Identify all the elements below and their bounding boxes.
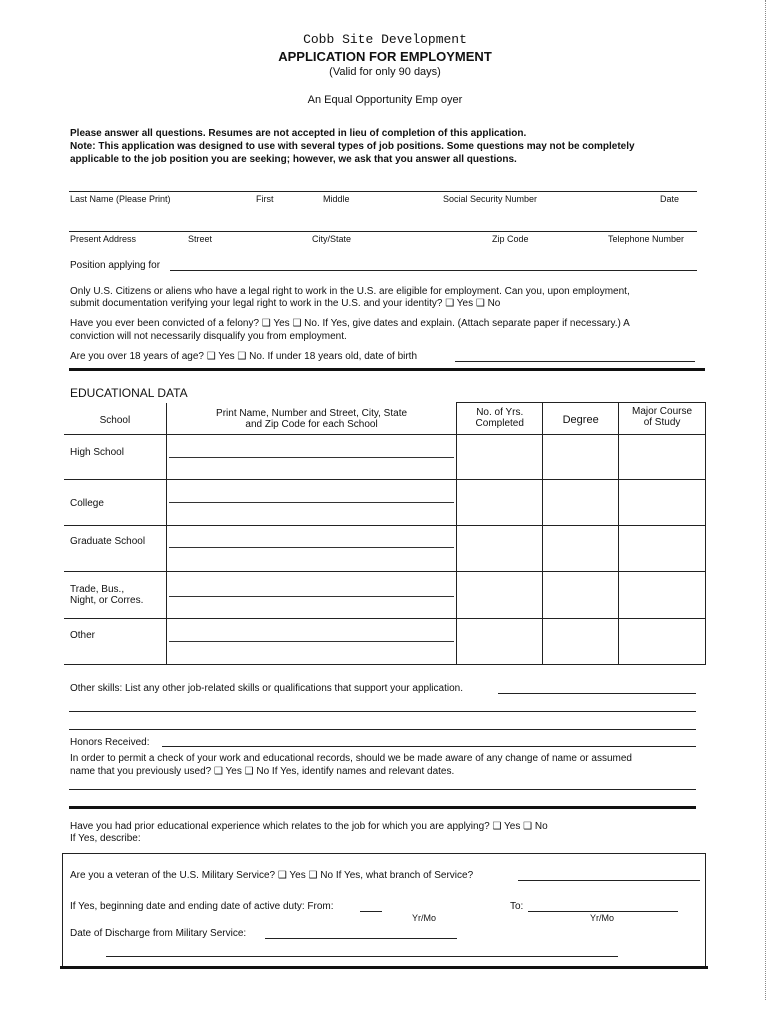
to-yrmo-label: Yr/Mo (590, 913, 615, 923)
trade-major[interactable] (619, 572, 706, 619)
college-degree[interactable] (543, 480, 619, 526)
school-header: School (64, 403, 166, 435)
years-header: No. of Yrs. Completed (457, 403, 543, 435)
citizenship-line-2: submit documentation verifying your legal right to work in the U.S. and your identity? ❑ Yes ❑ No (70, 298, 501, 309)
trade-degree[interactable] (543, 572, 619, 619)
company-name: Cobb Site Development (303, 32, 467, 47)
prior-education-line-1: Have you had prior educational experience which relates to the job for which you are applying? ❑ Yes ❑ No (70, 821, 548, 832)
section-divider-1 (69, 368, 705, 371)
high-school-degree[interactable] (543, 435, 619, 480)
other-years[interactable] (457, 619, 543, 665)
address-line[interactable] (69, 231, 697, 232)
education-table (64, 402, 706, 665)
college-years[interactable] (457, 480, 543, 526)
row-label-graduate-school: Graduate School (64, 526, 166, 572)
scan-edge-mark (763, 0, 766, 1000)
zip-code-label: Zip Code (492, 234, 529, 244)
military-box-inner-line (106, 956, 618, 957)
honors-field[interactable] (162, 746, 696, 747)
education-heading: EDUCATIONAL DATA (70, 386, 188, 400)
other-major[interactable] (619, 619, 706, 665)
branch-field[interactable] (518, 880, 700, 881)
row-label-high-school: High School (64, 435, 166, 480)
telephone-label: Telephone Number (608, 234, 685, 244)
from-yrmo-label: Yr/Mo (412, 913, 437, 923)
major-header: Major Course of Study (619, 403, 706, 435)
row-label-college: College (64, 480, 166, 526)
row-label-other: Other (64, 619, 166, 665)
name-change-field[interactable] (69, 789, 696, 790)
felony-line-2: conviction will not necessarily disqualify you from employment. (70, 331, 347, 342)
trade-years[interactable] (457, 572, 543, 619)
college-address[interactable] (166, 480, 456, 526)
position-field[interactable] (170, 270, 697, 271)
other-address[interactable] (166, 619, 456, 665)
name-line[interactable] (69, 191, 697, 192)
degree-header: Degree (543, 403, 619, 435)
city-state-label: City/State (312, 234, 352, 244)
felony-line-1: Have you ever been convicted of a felony? ❑ Yes ❑ No. If Yes, give dates and explain. (Attach separate paper if necessary.) A (70, 318, 630, 329)
graduate-school-address[interactable] (166, 526, 456, 572)
skills-field-2[interactable] (69, 711, 696, 712)
other-degree[interactable] (543, 619, 619, 665)
section-divider-2 (69, 806, 696, 809)
instructions-line-3: applicable to the job position you are seeking; however, we ask that you answer all questions. (70, 154, 517, 165)
prior-education-line-2: If Yes, describe: (70, 833, 141, 844)
instructions-line-2: Note: This application was designed to use with several types of job positions. Some questions may not be completely (70, 141, 635, 152)
high-school-major[interactable] (619, 435, 706, 480)
skills-field-1[interactable] (498, 693, 696, 694)
name-change-line-1: In order to permit a check of your work and educational records, should we be made aware of any change of name or assumed (70, 753, 632, 764)
skills-label: Other skills: List any other job-related skills or qualifications that support your application. (70, 683, 463, 694)
high-school-address[interactable] (166, 435, 456, 480)
row-label-trade: Trade, Bus., Night, or Corres. (64, 572, 166, 619)
present-address-label: Present Address (70, 234, 137, 244)
active-duty-label: If Yes, beginning date and ending date of active duty: From: (70, 901, 334, 912)
birthdate-field[interactable] (455, 361, 695, 362)
graduate-school-major[interactable] (619, 526, 706, 572)
eeo-statement: An Equal Opportunity Emp oyer (307, 94, 463, 106)
to-label: To: (510, 901, 524, 912)
from-date-field[interactable] (360, 911, 382, 912)
bottom-divider (60, 966, 708, 969)
graduate-school-years[interactable] (457, 526, 543, 572)
position-label: Position applying for (70, 260, 161, 271)
street-label: Street (188, 234, 213, 244)
graduate-school-degree[interactable] (543, 526, 619, 572)
instructions-line-1: Please answer all questions. Resumes are not accepted in lieu of completion of this application. (70, 128, 527, 139)
address-header: Print Name, Number and Street, City, State and Zip Code for each School (166, 403, 456, 435)
high-school-years[interactable] (457, 435, 543, 480)
name-change-line-2: name that you previously used? ❑ Yes ❑ No If Yes, identify names and relevant dates. (70, 766, 455, 777)
honors-label: Honors Received: (70, 737, 150, 748)
last-name-label: Last Name (Please Print) (70, 194, 171, 204)
skills-field-3[interactable] (69, 729, 696, 730)
discharge-date-field[interactable] (265, 938, 457, 939)
trade-address[interactable] (166, 572, 456, 619)
age-question: Are you over 18 years of age? ❑ Yes ❑ No. If under 18 years old, date of birth (70, 351, 418, 362)
first-name-label: First (256, 194, 274, 204)
discharge-label: Date of Discharge from Military Service: (70, 928, 247, 939)
veteran-question: Are you a veteran of the U.S. Military Service? ❑ Yes ❑ No If Yes, what branch of Service? (70, 870, 474, 881)
citizenship-line-1: Only U.S. Citizens or aliens who have a legal right to work in the U.S. are eligible for employment. Can you, upon employment, (70, 286, 630, 297)
form-title: APPLICATION FOR EMPLOYMENT (278, 49, 492, 64)
middle-name-label: Middle (323, 194, 350, 204)
ssn-label: Social Security Number (443, 194, 538, 204)
validity-note: (Valid for only 90 days) (329, 66, 441, 78)
to-date-field[interactable] (528, 911, 678, 912)
college-major[interactable] (619, 480, 706, 526)
date-label: Date (660, 194, 680, 204)
